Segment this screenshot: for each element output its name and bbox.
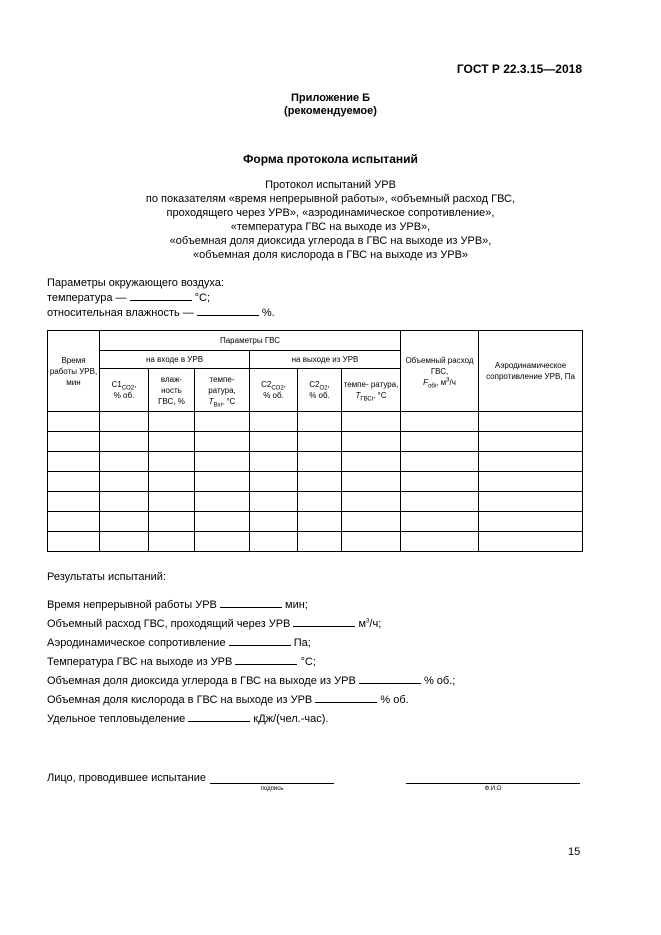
table-cell	[48, 432, 100, 452]
table-cell	[195, 532, 250, 552]
table-cell	[342, 432, 401, 452]
signature-line	[210, 783, 334, 784]
table-cell	[401, 492, 479, 512]
result-line: Удельное тепловыделение кДж/(чел.-час).	[47, 713, 329, 725]
table-row	[48, 432, 583, 452]
table-cell	[195, 492, 250, 512]
humidity-blank	[197, 315, 259, 316]
table-cell	[342, 492, 401, 512]
table-cell	[479, 452, 583, 472]
table-cell	[250, 512, 298, 532]
fill-blank	[229, 645, 291, 646]
name-line	[406, 783, 580, 784]
table-cell	[48, 412, 100, 432]
col-c1co2-header: $C1_{CO2}$, % об.	[100, 369, 149, 412]
table-cell	[401, 432, 479, 452]
table-cell	[149, 492, 195, 512]
fill-blank	[220, 607, 282, 608]
results-section	[47, 570, 455, 731]
group-params-header: Параметры ГВС	[100, 331, 401, 351]
ambient-heading: Параметры окружающего воздуха:	[47, 277, 224, 289]
table-cell	[250, 412, 298, 432]
result-line: Температура ГВС на выходе из УРВ °С;	[47, 656, 316, 668]
result-line: Время непрерывной работы УРВ мин;	[47, 599, 308, 611]
col-resistance-header: Аэродинамическое сопротивление УРВ, Па	[479, 331, 583, 412]
table-cell	[479, 532, 583, 552]
protocol-table	[47, 330, 583, 552]
protocol-line: «объемная доля диоксида углерода в ГВС на выходе из УРВ»,	[169, 235, 492, 247]
table-cell	[48, 532, 100, 552]
table-cell	[48, 452, 100, 472]
table-row	[48, 412, 583, 432]
result-line: Аэродинамическое сопротивление Па;	[47, 637, 311, 649]
table-cell	[298, 532, 342, 552]
table-row	[48, 512, 583, 532]
name-caption: Ф.И.О	[484, 786, 502, 792]
table-cell	[401, 532, 479, 552]
fill-blank	[188, 721, 250, 722]
table-cell	[149, 472, 195, 492]
table-cell	[401, 472, 479, 492]
table-cell	[401, 512, 479, 532]
table-row	[48, 452, 583, 472]
ambient-temperature: температура — °С;	[47, 292, 211, 304]
table-cell	[479, 492, 583, 512]
form-title: Форма протокола испытаний	[243, 152, 418, 166]
protocol-description	[0, 178, 661, 262]
table-cell	[401, 412, 479, 432]
fill-blank	[235, 664, 297, 665]
table-cell	[298, 472, 342, 492]
table-cell	[149, 512, 195, 532]
fill-blank	[293, 626, 355, 627]
table-cell	[195, 412, 250, 432]
table-cell	[100, 532, 149, 552]
table-cell	[48, 492, 100, 512]
col-tout-header: темпе- ратура, $T_{ГВСі}$, °С	[342, 369, 401, 412]
result-line: Объемный расход ГВС, проходящий через УРВ $м^3/ч$;	[47, 618, 382, 630]
table-cell	[479, 432, 583, 452]
table-cell	[149, 532, 195, 552]
table-cell	[250, 432, 298, 452]
table-cell	[250, 472, 298, 492]
table-cell	[479, 472, 583, 492]
results-heading: Результаты испытаний:	[47, 571, 166, 583]
table-cell	[48, 512, 100, 532]
table-row	[48, 472, 583, 492]
table-cell	[479, 412, 583, 432]
group-inlet-header: на входе в УРВ	[100, 351, 250, 369]
page-number: 15	[568, 846, 581, 858]
protocol-line: «объемная доля кислорода в ГВС на выходе из УРВ»	[192, 249, 469, 261]
protocol-line: «температура ГВС на выходе из УРВ»,	[230, 221, 431, 233]
table-cell	[195, 472, 250, 492]
result-line: Объемная доля кислорода в ГВС на выходе из УРВ % об.	[47, 694, 409, 706]
table-row	[48, 492, 583, 512]
table-cell	[195, 512, 250, 532]
table-cell	[401, 452, 479, 472]
col-flow-header: Объемный расход ГВС, $F_{обі}$, $м^3/ч$	[401, 331, 479, 412]
col-c2o2-header: $C2_{O2}$, % об.	[298, 369, 342, 412]
signature-label: Лицо, проводившее испытание	[47, 772, 206, 784]
table-cell	[342, 472, 401, 492]
table-cell	[298, 492, 342, 512]
fill-blank	[315, 702, 377, 703]
table-cell	[100, 492, 149, 512]
ambient-humidity: относительная влажность — %.	[47, 307, 275, 319]
result-line: Объемная доля диоксида углерода в ГВС на выходе из УРВ % об.;	[47, 675, 456, 687]
table-cell	[479, 512, 583, 532]
table-cell	[149, 452, 195, 472]
table-cell	[195, 432, 250, 452]
table-cell	[250, 532, 298, 552]
table-cell	[342, 412, 401, 432]
table-cell	[342, 532, 401, 552]
table-cell	[149, 412, 195, 432]
table-cell	[298, 432, 342, 452]
fill-blank	[359, 683, 421, 684]
protocol-line: проходящего через УРВ», «аэродинамическое сопротивление»,	[166, 207, 495, 219]
table-row	[48, 532, 583, 552]
table-cell	[100, 472, 149, 492]
table-body	[48, 412, 583, 552]
appendix-subtitle: (рекомендуемое)	[284, 105, 377, 117]
table-cell	[100, 512, 149, 532]
table-cell	[149, 432, 195, 452]
table-cell	[342, 512, 401, 532]
appendix-title: Приложение Б	[290, 92, 371, 104]
table-cell	[250, 492, 298, 512]
protocol-line: по показателям «время непрерывной работы», «объемный расход ГВС,	[145, 193, 516, 205]
group-outlet-header: на выходе из УРВ	[250, 351, 401, 369]
protocol-line: Протокол испытаний УРВ	[265, 179, 396, 191]
temperature-blank	[130, 300, 192, 301]
col-tin-header: темпе- ратура, $T_{Bxi}$, °С	[195, 369, 250, 412]
standard-number: ГОСТ Р 22.3.15—2018	[456, 62, 582, 76]
table-cell	[298, 512, 342, 532]
table-cell	[100, 452, 149, 472]
col-humidity-header: влаж- ность ГВС, %	[149, 369, 195, 412]
table-cell	[250, 452, 298, 472]
table-cell	[298, 412, 342, 432]
col-time-header: Время работы УРВ, мин	[48, 331, 100, 412]
table-cell	[48, 472, 100, 492]
table-cell	[195, 452, 250, 472]
signature-caption: подпись	[260, 786, 284, 792]
table-cell	[298, 452, 342, 472]
ambient-section	[47, 276, 275, 321]
table-cell	[100, 412, 149, 432]
col-c2co2-header: $C2_{CO2}$, % об.	[250, 369, 298, 412]
table-cell	[100, 432, 149, 452]
table-cell	[342, 452, 401, 472]
